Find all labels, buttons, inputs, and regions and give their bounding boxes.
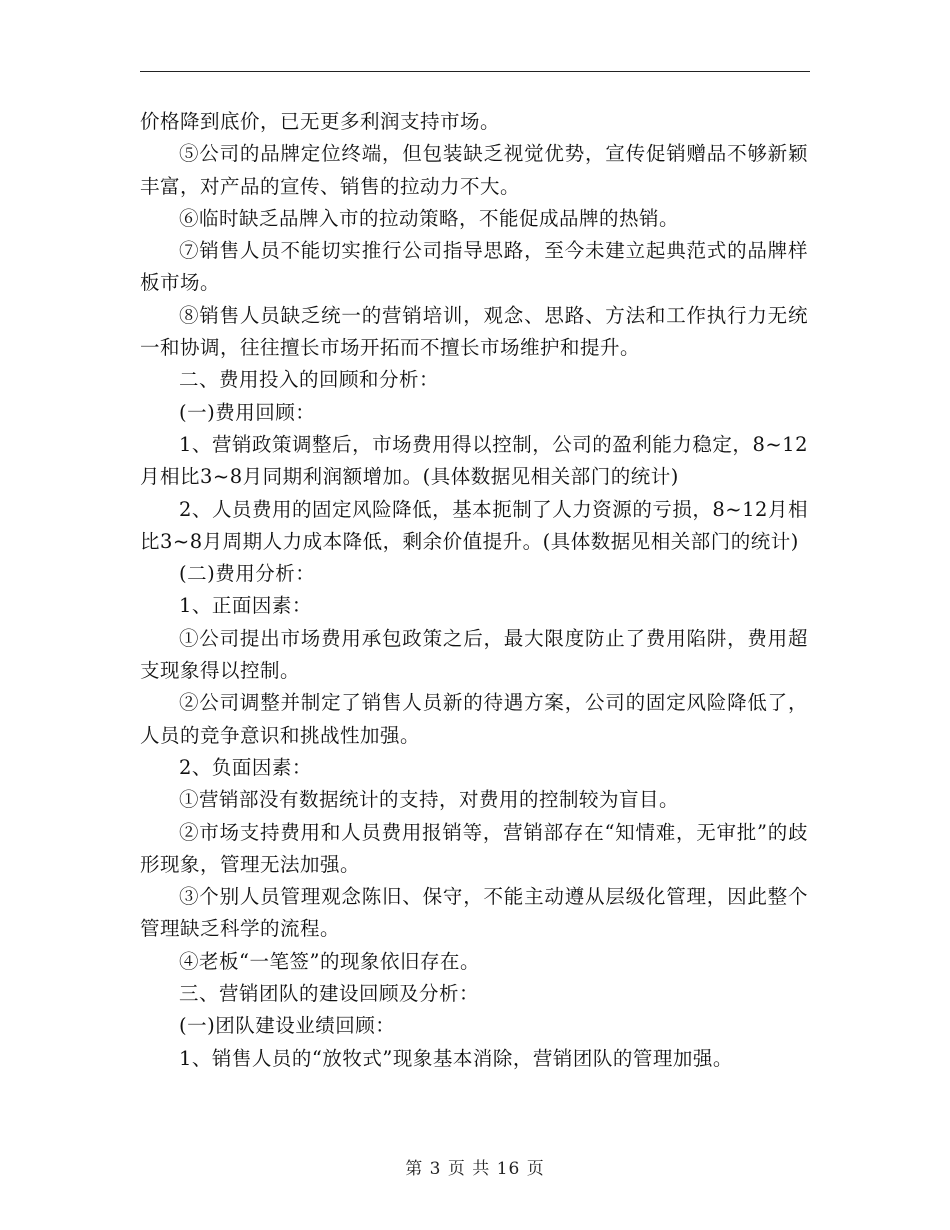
document-paragraph: (二)费用分析： <box>179 562 316 586</box>
document-paragraph: (一)团队建设业绩回顾： <box>179 1014 396 1038</box>
page-footer: 第 3 页 共 16 页 <box>405 1159 545 1179</box>
document-paragraph: ④老板“一笔签”的现象依旧存在。 <box>179 949 480 973</box>
document-paragraph: ⑦销售人员不能切实推行公司指导思路，至今未建立起典范式的品牌样板市场。 <box>140 239 808 295</box>
document-paragraph: ⑧销售人员缺乏统一的营销培训，观念、思路、方法和工作执行力无统一和协调，往往擅长市场开拓而不擅长市场维护和提升。 <box>140 303 808 360</box>
document-paragraph: 1、正面因素： <box>179 594 312 618</box>
header-rule <box>140 71 810 72</box>
document-paragraph: ⑥临时缺乏品牌入市的拉动策略，不能促成品牌的热销。 <box>179 206 680 230</box>
document-paragraph: 三、营销团队的建设回顾及分析： <box>179 982 480 1006</box>
document-paragraph: ①营销部没有数据统计的支持，对费用的控制较为盲目。 <box>179 788 680 812</box>
document-paragraph: ②市场支持费用和人员费用报销等，营销部存在“知情难，无审批”的歧形现象，管理无法加强。 <box>140 820 808 876</box>
document-paragraph: 2、负面因素： <box>179 755 312 779</box>
document-paragraph: 二、费用投入的回顾和分析： <box>179 368 440 392</box>
document-paragraph: (一)费用回顾： <box>179 400 316 424</box>
document-paragraph: ②公司调整并制定了销售人员新的待遇方案，公司的固定风险降低了，人员的竞争意识和挑战性加强。 <box>140 691 808 747</box>
document-paragraph: 2、人员费用的固定风险降低，基本扼制了人力资源的亏损，8~12月相比3~8月周期人力成本降低，剩余价值提升。(具体数据见相关部门的统计) <box>140 497 808 553</box>
document-paragraph: 价格降到底价，已无更多利润支持市场。 <box>140 110 501 133</box>
document-paragraph: 1、销售人员的“放牧式”现象基本消除，营销团队的管理加强。 <box>179 1046 733 1070</box>
document-paragraph: ③个别人员管理观念陈旧、保守，不能主动遵从层级化管理，因此整个管理缺乏科学的流程。 <box>140 885 808 941</box>
document-paragraph: ①公司提出市场费用承包政策之后，最大限度防止了费用陷阱，费用超支现象得以控制。 <box>140 626 808 683</box>
document-paragraph: ⑤公司的品牌定位终端，但包装缺乏视觉优势，宣传促销赠品不够新颖丰富，对产品的宣传、销售的拉动力不大。 <box>140 142 808 198</box>
document-paragraph: 1、营销政策调整后，市场费用得以控制，公司的盈利能力稳定，8~12月相比3~8月同期利润额增加。(具体数据见相关部门的统计) <box>140 432 808 489</box>
document-body <box>140 106 808 1075</box>
